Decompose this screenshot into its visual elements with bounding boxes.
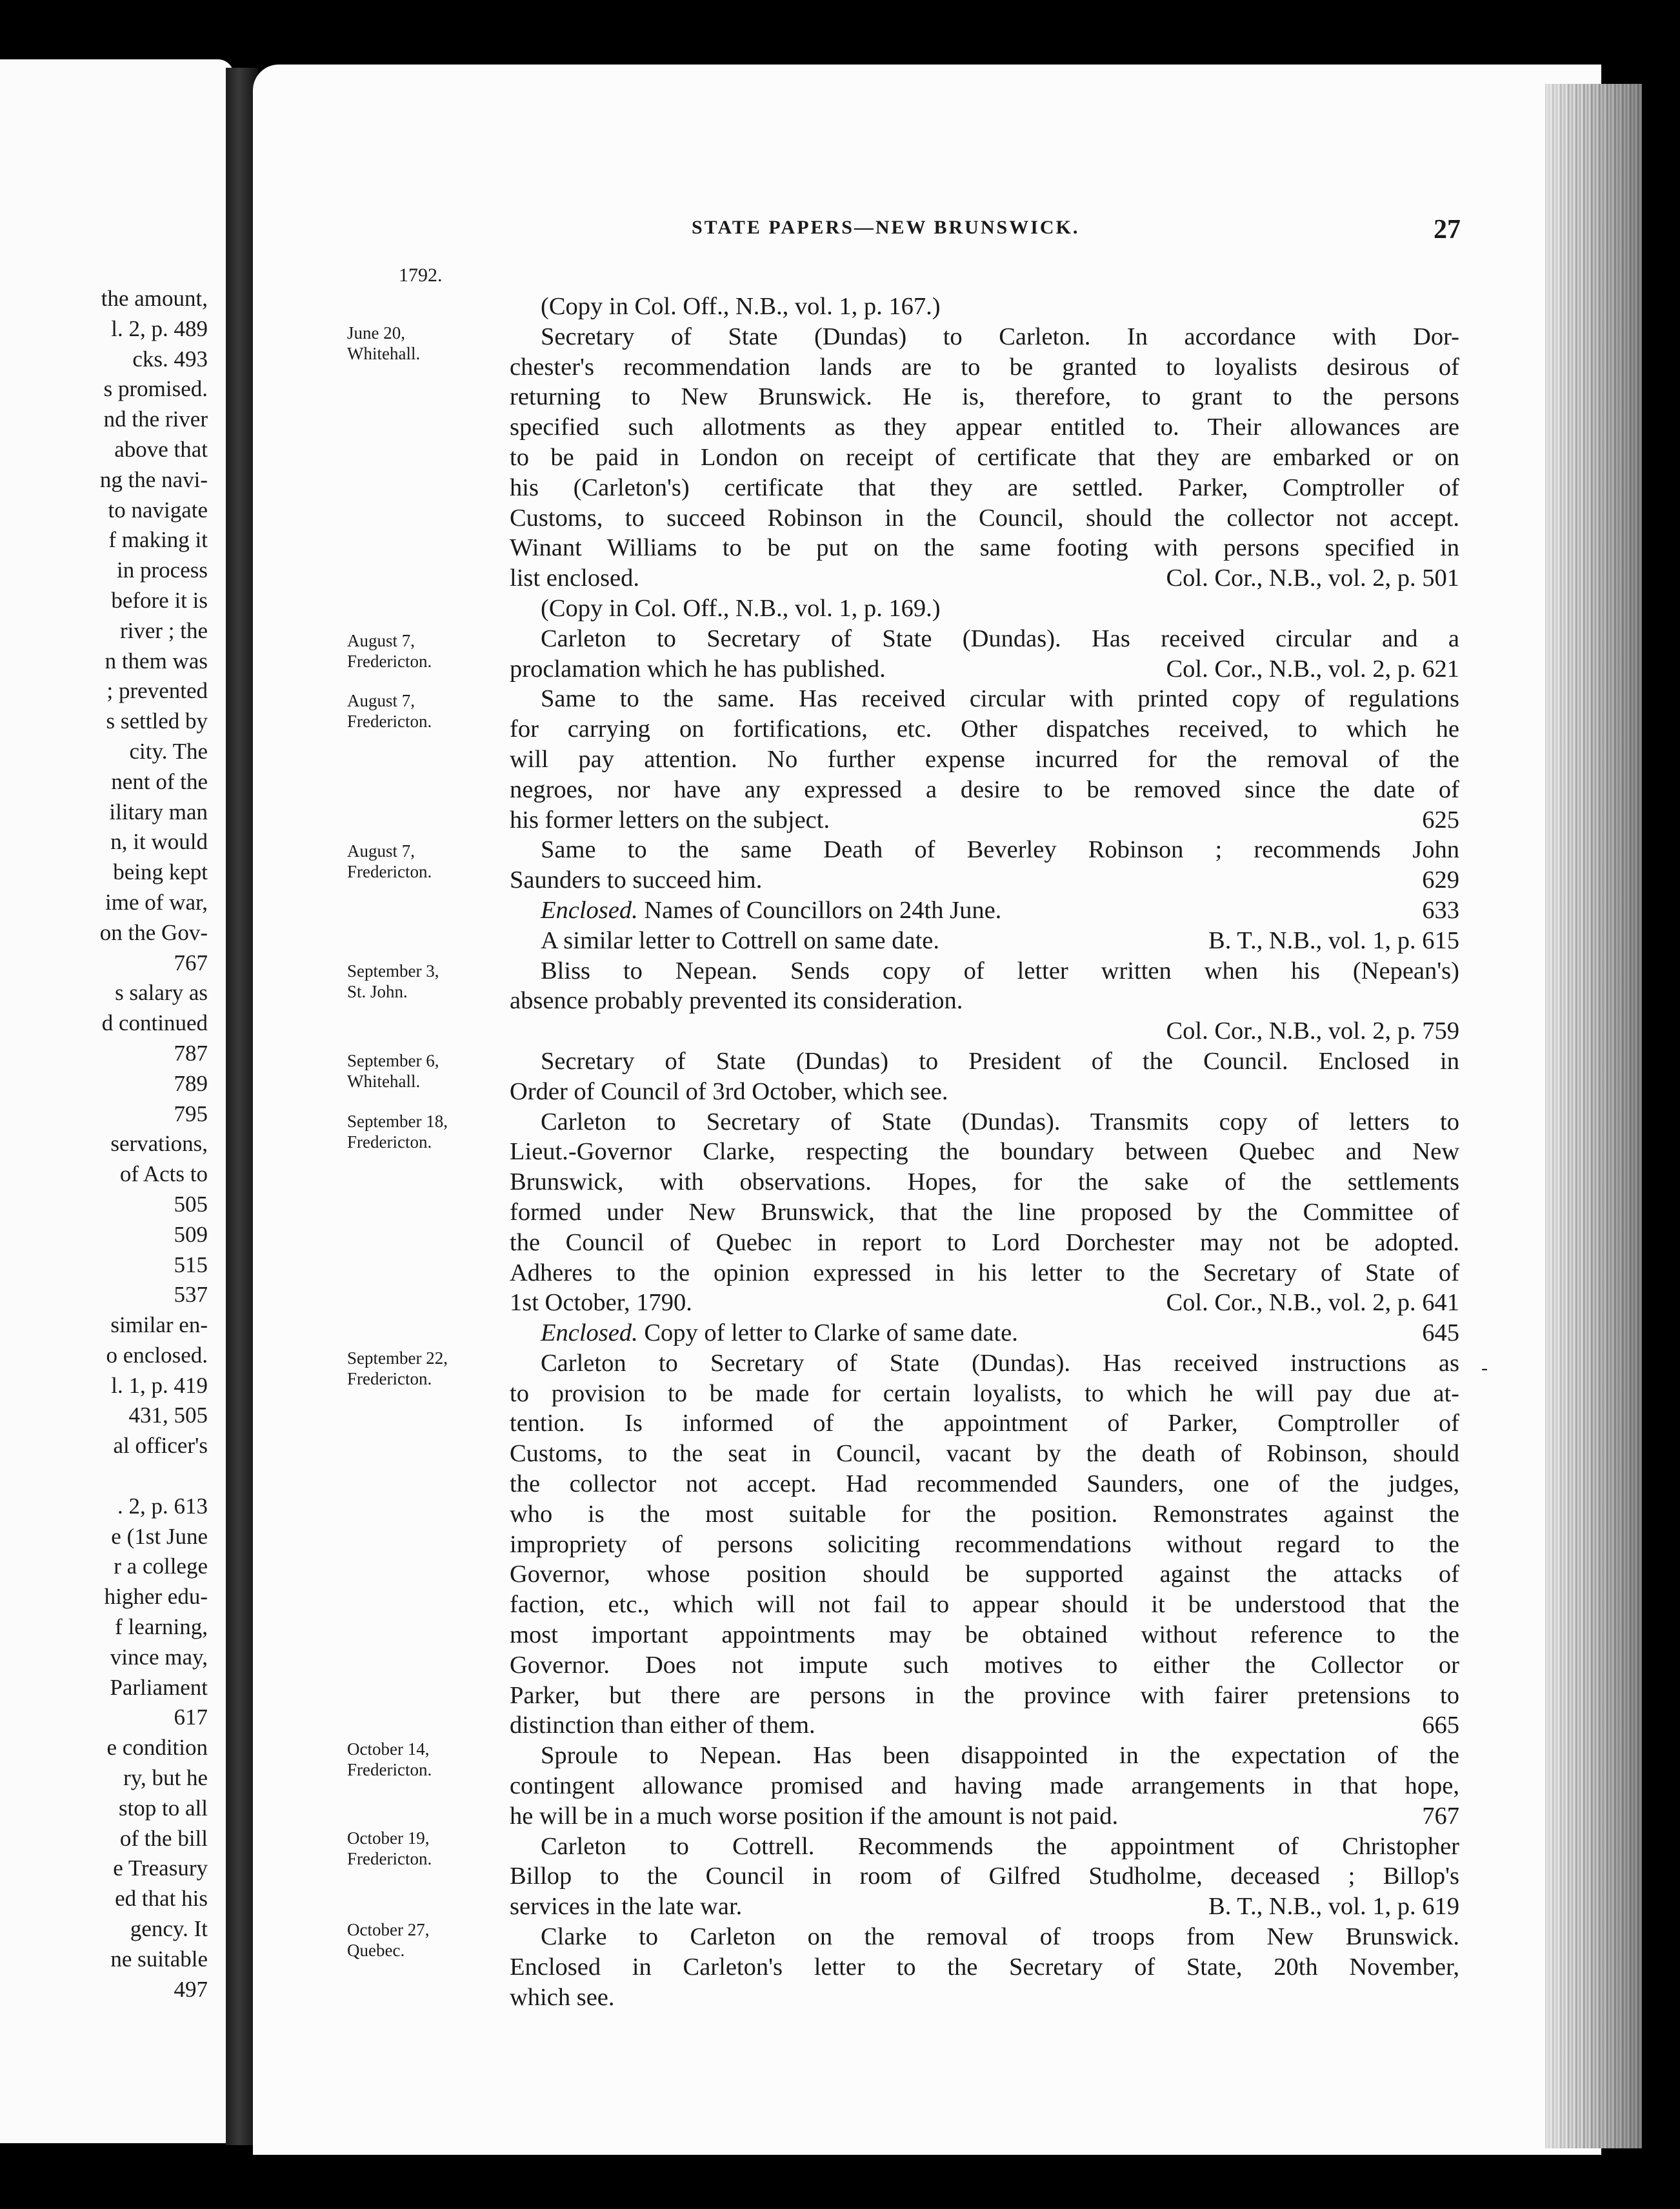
left-page-line: Parliament: [110, 1674, 208, 1700]
text-line: proclamation which he has published. Col. Cor., N.B., vol. 2, p. 621: [510, 654, 1459, 685]
left-page-line: s salary as: [115, 980, 208, 1006]
text-line: returning to New Brunswick. He is, therefore, to grant to the persons: [510, 383, 1459, 411]
text-line: Order of Council of 3rd October, which see.: [510, 1077, 948, 1105]
left-page-line: 617: [174, 1704, 208, 1730]
text-line: Customs, to succeed Robinson in the Council, should the collector not accept.: [510, 504, 1459, 532]
left-page-line: city. The: [129, 738, 208, 764]
text-line: Carleton to Secretary of State (Dundas). Has received circular and a: [541, 625, 1459, 652]
text-line: tention. Is informed of the appointment of Parker, Comptroller of: [510, 1410, 1459, 1437]
left-page-line: r a college: [114, 1554, 208, 1579]
text-line: impropriety of persons soliciting recommendations without regard to the: [510, 1530, 1459, 1558]
text-line: A similar letter to Cottrell on same date. B. T., N.B., vol. 1, p. 615: [510, 926, 1459, 956]
citation: 633: [1422, 896, 1459, 924]
text-line: formed under New Brunswick, that the line proposed by the Committee of: [510, 1198, 1459, 1226]
year-label: 1792.: [399, 265, 443, 286]
text-line: specified such allotments as they appear entitled to. Their allowances are: [510, 414, 1459, 441]
text-line: absence probably prevented its consideration.: [510, 987, 963, 1015]
text-line: Bliss to Nepean. Sends copy of letter written when his (Nepean's): [541, 957, 1459, 985]
stray-mark: -: [1481, 1357, 1488, 1379]
citation: 629: [1422, 866, 1459, 894]
text-line: distinction than either of them. 665: [510, 1710, 1459, 1741]
left-page-line: above that: [114, 436, 208, 462]
text-line: contingent allowance promised and having made arrangements in that hope,: [510, 1772, 1459, 1800]
text-line: Carleton to Cottrell. Recommends the appointment of Christopher: [541, 1832, 1459, 1860]
left-page-line: s promised.: [103, 376, 208, 402]
left-page-line: [0, 1461, 208, 1492]
text-line: Adheres to the opinion expressed in his letter to the Secretary of State of: [510, 1259, 1459, 1286]
left-page-line: of Acts to: [119, 1161, 208, 1187]
text-line: Saunders to succeed him. 629: [510, 865, 1459, 895]
text-line: Enclosed. Names of Councillors on 24th June. 633: [510, 895, 1459, 926]
text-line: Governor. Does not impute such motives to either the Collector or: [510, 1651, 1459, 1679]
text-line: who is the most suitable for the position. Remonstrates against the: [510, 1500, 1459, 1528]
left-page-line: s settled by: [106, 708, 208, 734]
left-page-line: e condition: [106, 1735, 208, 1761]
left-page-line: 497: [174, 1976, 208, 2002]
margin-note: September 22, Fredericton.: [347, 1348, 448, 1388]
left-page-line: to navigate: [108, 497, 208, 523]
left-page-line: before it is: [111, 587, 208, 613]
left-page-line: 795: [174, 1101, 208, 1126]
citation: Col. Cor., N.B., vol. 2, p. 641: [1166, 1289, 1459, 1317]
left-page-line: servations,: [110, 1131, 208, 1157]
left-page-line: 537: [174, 1282, 208, 1308]
text-line: Carleton to Secretary of State (Dundas). Has received instructions as: [541, 1349, 1459, 1377]
text-line: services in the late war. B. T., N.B., vol. 1, p. 619: [510, 1892, 1459, 1922]
left-page-line: ne suitable: [110, 1946, 208, 1972]
text-line: 1st October, 1790. Col. Cor., N.B., vol. 2, p. 641: [510, 1288, 1459, 1318]
citation: 767: [1422, 1802, 1459, 1830]
page-edges-shadow: [1545, 84, 1642, 2148]
citation: Col. Cor., N.B., vol. 2, p. 501: [1166, 565, 1459, 592]
left-page-line: ilitary man: [109, 799, 208, 825]
text-line: Secretary of State (Dundas) to President of the Council. Enclosed in: [541, 1047, 1459, 1075]
text-line: Governor, whose position should be supported against the attacks of: [510, 1561, 1459, 1588]
text-line: the Council of Quebec in report to Lord Dorchester may not be adopted.: [510, 1228, 1459, 1256]
left-page-line: similar en-: [110, 1312, 208, 1338]
left-page-line: n, it would: [110, 829, 208, 855]
left-page-line: 515: [174, 1252, 208, 1277]
left-page-line: ime of war,: [105, 889, 208, 915]
text-line: the collector not accept. Had recommended Saunders, one of the judges,: [510, 1470, 1459, 1498]
citation: 625: [1422, 806, 1459, 834]
text-line: Carleton to Secretary of State (Dundas). Transmits copy of letters to: [541, 1108, 1459, 1135]
left-page-line: nd the river: [103, 406, 208, 432]
margin-note: August 7, Fredericton.: [347, 841, 432, 881]
running-head: STATE PAPERS—NEW BRUNSWICK.: [692, 217, 1080, 238]
left-page-line: d continued: [101, 1010, 208, 1036]
left-page-line: stop to all: [118, 1795, 208, 1821]
left-page-line: of the bill: [119, 1825, 208, 1851]
left-page-line: al officer's: [113, 1433, 208, 1459]
margin-note: August 7, Fredericton.: [347, 691, 432, 731]
margin-note: September 3, St. John.: [347, 961, 439, 1001]
left-page-line: 509: [174, 1221, 208, 1247]
left-page-line: ry, but he: [123, 1765, 208, 1791]
left-page-line: 789: [174, 1070, 208, 1096]
left-page-line: cks. 493: [132, 346, 208, 372]
left-page-line: 787: [174, 1040, 208, 1066]
left-page-line: gency. It: [130, 1916, 208, 1942]
copy-note: (Copy in Col. Off., N.B., vol. 1, p. 167.): [541, 293, 941, 320]
margin-note: October 19, Fredericton.: [347, 1828, 432, 1868]
text-line: Parker, but there are persons in the province with fairer pretensions to: [510, 1681, 1459, 1709]
left-page-line: 767: [174, 950, 208, 975]
text-line: will pay attention. No further expense incurred for the removal of the: [510, 745, 1459, 773]
text-line: Same to the same. Has received circular with printed copy of regulations: [541, 685, 1459, 713]
margin-note: August 7, Fredericton.: [347, 631, 432, 671]
left-page-line: the amount,: [101, 286, 208, 311]
citation: 645: [1422, 1319, 1459, 1347]
left-page-line: ed that his: [115, 1886, 208, 1912]
text-line: he will be in a much worse position if the amount is not paid. 767: [510, 1801, 1459, 1832]
left-page-line: l. 2, p. 489: [111, 315, 208, 341]
left-page-line: 505: [174, 1191, 208, 1217]
margin-note: September 18, Fredericton.: [347, 1112, 448, 1152]
citation: 665: [1422, 1712, 1459, 1739]
text-line: Lieut.-Governor Clarke, respecting the boundary between Quebec and New: [510, 1138, 1459, 1166]
text-line: most important appointments may be obtained without reference to the: [510, 1621, 1459, 1649]
left-page-line: river ; the: [119, 617, 208, 643]
citation: B. T., N.B., vol. 1, p. 615: [1208, 926, 1459, 954]
text-line: to provision to be made for certain loyalists, to which he will pay due at-: [510, 1379, 1459, 1407]
left-page-line: n them was: [105, 648, 208, 674]
text-line: Sproule to Nepean. Has been disappointed in the expectation of the: [541, 1742, 1459, 1770]
text-line: Brunswick, with observations. Hopes, for the sake of the settlements: [510, 1168, 1459, 1196]
enclosed-label: Enclosed.: [541, 1319, 638, 1347]
left-page-line: nent of the: [111, 768, 208, 794]
text-line: faction, etc., which will not fail to appear should it be understood that the: [510, 1591, 1459, 1619]
text-line: Customs, to the seat in Council, vacant by the death of Robinson, should: [510, 1440, 1459, 1468]
page-number: 27: [1434, 215, 1461, 245]
text-line: Enclosed in Carleton's letter to the Secretary of State, 20th November,: [510, 1953, 1459, 1981]
left-page-line: in process: [117, 557, 208, 583]
margin-note: June 20, Whitehall.: [347, 323, 421, 363]
left-page-line: f learning,: [115, 1614, 208, 1640]
left-page-line: . 2, p. 613: [117, 1493, 208, 1519]
text-line: for carrying on fortifications, etc. Other dispatches received, to which he: [510, 715, 1459, 743]
left-page-line: l. 1, p. 419: [111, 1372, 208, 1398]
left-page-line: vince may,: [110, 1644, 208, 1670]
left-page-text: [0, 284, 208, 2004]
text-line: Billop to the Council in room of Gilfred Studholme, deceased ; Billop's: [510, 1863, 1459, 1890]
left-page-line: ; prevented: [106, 678, 208, 704]
text-line: Enclosed. Copy of letter to Clarke of same date. 645: [510, 1318, 1459, 1348]
citation: Col. Cor., N.B., vol. 2, p. 759: [1166, 1017, 1459, 1045]
copy-note: (Copy in Col. Off., N.B., vol. 1, p. 169.): [541, 594, 941, 622]
text-line: Winant Williams to be put on the same footing with persons specified in: [510, 534, 1459, 562]
text-line: Clarke to Carleton on the removal of troops from New Brunswick.: [541, 1923, 1459, 1951]
text-line: to be paid in London on receipt of certificate that they are embarked or on: [510, 443, 1459, 471]
text-line: which see.: [510, 1983, 615, 2011]
text-line: Secretary of State (Dundas) to Carleton. In accordance with Dor-: [541, 323, 1459, 350]
body-text: [510, 292, 1459, 2012]
text-line: Same to the same Death of Beverley Robinson ; recommends John: [541, 836, 1459, 864]
enclosed-label: Enclosed.: [541, 896, 638, 924]
left-page-line: 431, 505: [128, 1403, 208, 1428]
margin-note: October 27, Quebec.: [347, 1920, 430, 1960]
text-line: his (Carleton's) certificate that they are settled. Parker, Comptroller of: [510, 474, 1459, 501]
text-line: negroes, nor have any expressed a desire to be removed since the date of: [510, 775, 1459, 803]
text-line: list enclosed. Col. Cor., N.B., vol. 2, p. 501: [510, 563, 1459, 594]
text-line: chester's recommendation lands are to be granted to loyalists desirous of: [510, 353, 1459, 381]
left-page-line: e Treasury: [113, 1855, 208, 1881]
left-page-line: on the Gov-: [99, 919, 208, 945]
text-line: his former letters on the subject. 625: [510, 805, 1459, 835]
margin-note: October 14, Fredericton.: [347, 1739, 432, 1779]
left-page-line: o enclosed.: [106, 1342, 208, 1368]
citation: Col. Cor., N.B., vol. 2, p. 621: [1166, 655, 1459, 683]
left-page-line: e (1st June: [111, 1523, 208, 1549]
left-page-line: higher edu-: [104, 1584, 208, 1610]
left-page-line: being kept: [113, 859, 208, 885]
left-page-line: ng the navi-: [99, 466, 208, 492]
left-page-line: f making it: [108, 527, 208, 553]
citation: B. T., N.B., vol. 1, p. 619: [1208, 1893, 1459, 1921]
margin-note: September 6, Whitehall.: [347, 1051, 439, 1091]
